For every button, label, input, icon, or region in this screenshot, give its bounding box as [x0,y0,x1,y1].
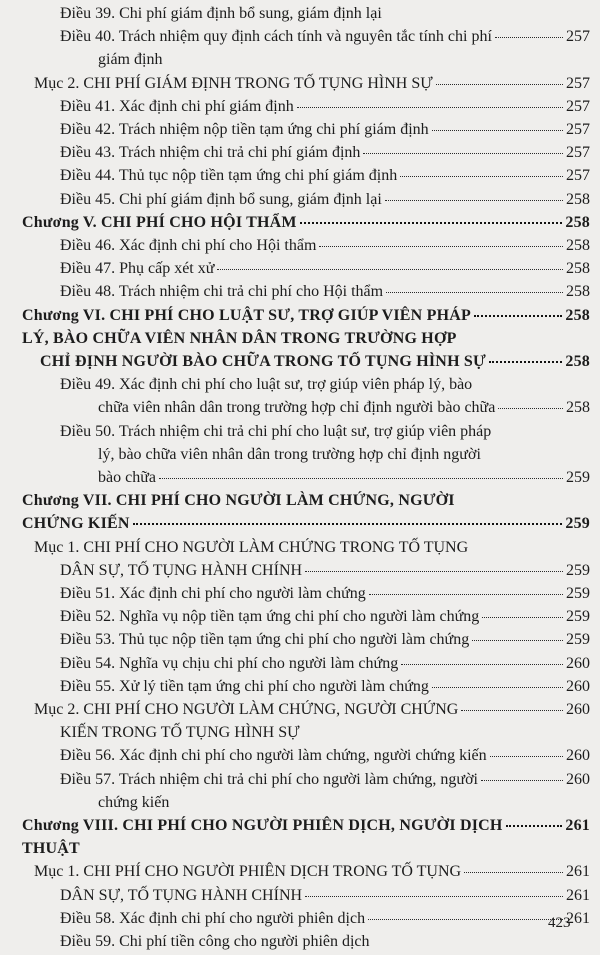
dot-leader [432,687,563,688]
toc-entry-page: 258 [566,283,590,301]
toc-entry-text: Điều 55. Xử lý tiền tạm ứng chi phí cho người làm chứng [60,677,429,695]
toc-entry-page: 258 [566,190,590,208]
toc-line [0,282,590,302]
dot-leader [363,153,563,154]
dot-leader [495,37,563,38]
toc-line [0,445,590,465]
toc-entry-text: Chương V. CHI PHÍ CHO HỘI THẨM [22,213,297,231]
page-number: 423 [548,915,571,931]
toc-entry-text: Điều 50. Trách nhiệm chi trả chi phí cho luật sư, trợ giúp viên pháp [60,422,492,440]
toc-entry-page: 260 [566,677,590,695]
toc-entry-page: 260 [566,701,590,718]
toc-line [0,143,590,163]
toc-entry-page: 259 [566,631,590,649]
dot-leader [481,780,563,781]
dot-leader [368,919,563,920]
toc-entry-text: Điều 47. Phụ cấp xét xử [60,260,215,278]
toc-entry-page: 257 [566,28,590,46]
dot-leader [300,222,563,224]
dot-leader [133,523,563,525]
toc-entry-page: 257 [566,121,590,138]
dot-leader [498,408,563,409]
toc-line [0,468,590,488]
toc-entry-text: Điều 53. Thủ tục nộp tiền tạm ứng chi phí cho người làm chứng [60,631,470,649]
toc-entry-page: 260 [566,770,590,788]
toc-entry-text: Điều 48. Trách nhiệm chi trả chi phí cho Hội thẩm [60,283,384,301]
dot-leader [385,200,563,201]
toc-entry-text: Điều 57. Trách nhiệm chi trả chi phí cho người làm chứng, người [60,770,478,788]
toc-entry-text: lý, bào chữa viên nhân dân trong trường hợp chỉ định người [98,445,481,463]
dot-leader [506,825,563,827]
toc-entry-text: chứng kiến [98,793,170,811]
toc-entry-text: bào chữa [98,469,156,486]
toc-entry-text: Mục 1. CHI PHÍ CHO NGƯỜI LÀM CHỨNG TRONG TỐ TỤNG [34,538,469,556]
toc-entry-text: DÂN SỰ, TỐ TỤNG HÀNH CHÍNH [60,561,303,579]
toc-line [0,422,590,442]
toc-line [0,932,590,952]
toc-line [0,584,590,604]
dot-leader [461,710,563,711]
toc-line [0,700,590,720]
toc-entry-text: Điều 51. Xác định chi phí cho người làm chứng [60,585,366,602]
toc-line [0,770,590,790]
toc-entry-page: 257 [566,74,590,92]
toc-entry-text: Điều 39. Chi phí giám định bổ sung, giám định lại [60,5,382,22]
toc-entry-text: CHỈ ĐỊNH NGƯỜI BÀO CHỮA TRONG TỐ TỤNG HÌNH SỰ [40,353,486,370]
toc-entry-page: 258 [566,399,590,417]
toc-entry-page: 261 [566,863,590,881]
toc-line [0,166,590,186]
dot-leader [319,246,563,247]
dot-leader [472,640,563,641]
dot-leader [369,594,563,595]
dot-leader [490,756,563,757]
toc-entry-text: Điều 41. Xác định chi phí giám định [60,97,294,115]
toc-entry-text: Điều 46. Xác định chi phí cho Hội thẩm [60,237,317,254]
toc-entry-text: Điều 49. Xác định chi phí cho luật sư, trợ giúp viên pháp lý, bào [60,376,473,394]
toc-line [0,886,590,906]
toc-entry-page: 257 [566,144,590,162]
dot-leader [464,872,563,873]
toc-entry-page: 258 [565,306,590,324]
toc-line [0,50,590,70]
toc-entry-page: 257 [566,97,590,115]
toc-entry-text: Điều 42. Trách nhiệm nộp tiền tạm ứng chi phí giám định [60,121,429,138]
toc-line [0,514,590,534]
toc-entry-text: giám định [98,51,163,69]
dot-leader [305,896,563,897]
toc-line [0,491,590,511]
toc-entry-page: 261 [566,909,590,927]
toc-entry-page: 259 [566,585,590,602]
toc-entry-text: Điều 54. Nghĩa vụ chịu chi phí cho người làm chứng [60,654,399,672]
toc-entry-page: 261 [565,817,590,834]
toc-line [0,236,590,256]
toc-entry-page: 260 [566,747,590,765]
toc-entry-text: Chương VIII. CHI PHÍ CHO NGƯỜI PHIÊN DỊCH, NGƯỜI DỊCH [22,817,503,834]
dot-leader [217,269,563,270]
toc-entry-text: LÝ, BÀO CHỮA VIÊN NHÂN DÂN TRONG TRƯỜNG HỢP [22,329,457,347]
toc-line [0,862,590,882]
dot-leader [159,478,563,479]
toc-entry-page: 259 [566,561,590,579]
dot-leader [474,315,562,317]
dot-leader [401,664,563,665]
toc-entry-text: DÂN SỰ, TỐ TỤNG HÀNH CHÍNH [60,886,303,904]
toc-entry-text: Điều 44. Thủ tục nộp tiền tạm ứng chi phí giám định [60,167,398,185]
toc-line [0,306,590,326]
toc-entry-page: 259 [566,469,590,486]
toc-entry-page: 258 [565,213,590,231]
toc-entry-text: THUẬT [22,840,80,858]
dot-leader [432,130,563,131]
toc-line [0,27,590,47]
toc-line [0,213,590,233]
toc-line [0,4,590,24]
toc-line [0,97,590,117]
toc-entry-text: Mục 2. CHI PHÍ CHO NGƯỜI LÀM CHỨNG, NGƯỜI CHỨNG [34,701,459,718]
toc-entry-page: 258 [566,237,590,254]
toc-line [0,839,590,859]
toc-entry-text: Điều 52. Nghĩa vụ nộp tiền tạm ứng chi phí cho người làm chứng [60,608,480,626]
toc-entry-text: chữa viên nhân dân trong trường hợp chỉ định người bào chữa [98,399,496,417]
toc-line [0,909,590,929]
toc-entry-text: Điều 59. Chi phí tiền công cho người phiên dịch [60,933,370,950]
toc-entry-text: Điều 43. Trách nhiệm chi trả chi phí giám định [60,144,361,162]
toc-entry-text: Điều 56. Xác định chi phí cho người làm chứng, người chứng kiến [60,747,487,765]
toc-entry-page: 258 [566,260,590,278]
toc-entry-text: Mục 1. CHI PHÍ CHO NGƯỜI PHIÊN DỊCH TRONG TỐ TỤNG [34,863,462,881]
toc-line [0,654,590,674]
toc-line [0,352,590,372]
toc-line [0,816,590,836]
toc-line [0,607,590,627]
toc-entry-page: 258 [565,353,590,370]
toc-entry-page: 260 [566,654,590,672]
toc-line [0,375,590,395]
dot-leader [400,176,563,177]
dot-leader [305,571,563,572]
toc-line [0,120,590,140]
toc-entry-text: Chương VI. CHI PHÍ CHO LUẬT SƯ, TRỢ GIÚP VIÊN PHÁP [22,306,471,324]
toc-entry-text: Mục 2. CHI PHÍ GIÁM ĐỊNH TRONG TỐ TỤNG HÌNH SỰ [34,74,433,92]
toc-entry-page: 257 [566,167,590,185]
toc-entry-page: 261 [566,886,590,904]
toc-line [0,723,590,743]
dot-leader [436,84,563,85]
toc-line [0,329,590,349]
toc-line [0,677,590,697]
dot-leader [489,361,562,363]
toc-entry-text: Điều 58. Xác định chi phí cho người phiên dịch [60,909,366,927]
toc-entry-page: 259 [566,608,590,626]
toc-line [0,74,590,94]
dot-leader [482,617,563,618]
toc-entry-text: KIẾN TRONG TỐ TỤNG HÌNH SỰ [60,724,300,742]
toc-entry-text: CHỨNG KIẾN [22,515,130,533]
toc-line [0,561,590,581]
toc-line [0,746,590,766]
toc-line [0,630,590,650]
toc-line [0,398,590,418]
toc-line [0,793,590,813]
toc-line [0,538,590,558]
toc-entry-text: Điều 45. Chi phí giám định bổ sung, giám định lại [60,190,382,208]
toc-entry-page: 259 [565,515,590,533]
toc-line [0,259,590,279]
dot-leader [297,107,563,108]
dot-leader [386,292,563,293]
toc-entry-text: Chương VII. CHI PHÍ CHO NGƯỜI LÀM CHỨNG, NGƯỜI [22,492,455,510]
toc-entry-text: Điều 40. Trách nhiệm quy định cách tính và nguyên tắc tính chi phí [60,28,492,46]
toc-line [0,190,590,210]
